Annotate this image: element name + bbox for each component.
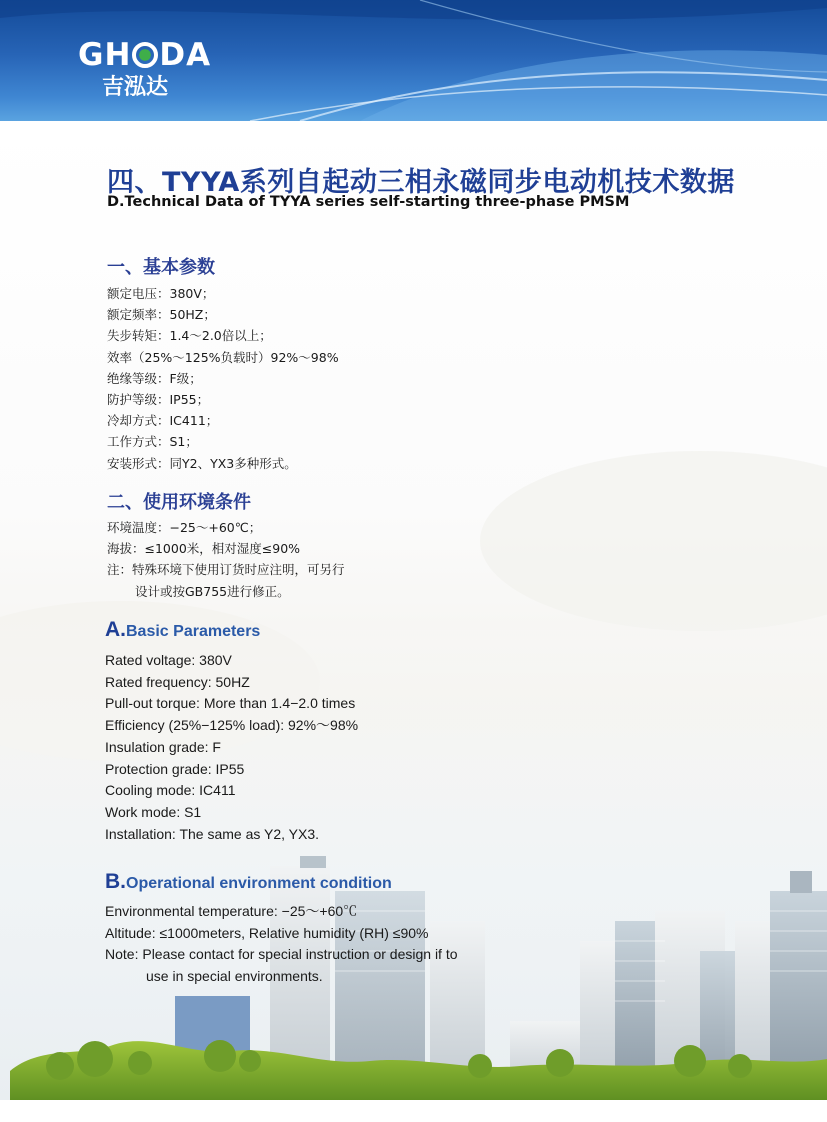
section-title: Operational environment condition (126, 875, 392, 892)
param-line: Rated voltage: 380V (105, 652, 232, 668)
section-title: Basic Parameters (126, 623, 261, 640)
env-line: Note: Please contact for special instruction or design if to (105, 946, 458, 963)
param-line: 安装形式：同Y2、YX3多种形式。 (107, 455, 297, 471)
env-line: Environmental temperature: −25～+60℃ (105, 903, 358, 919)
section-heading-basic-params-en (105, 618, 260, 642)
logo-wordmark: GH DA (78, 37, 212, 73)
basic-params-cn-list (107, 283, 339, 474)
env-line-continued: 设计或按GB755进行修正。 (135, 583, 290, 599)
param-line: Rated frequency: 50HZ (105, 673, 250, 690)
environment-en-list (105, 901, 458, 988)
param-line: Work mode: S1 (105, 803, 202, 820)
param-line: 额定电压：380V； (107, 286, 215, 301)
param-line: Efficiency (25%−125% load): 92%～98% (105, 717, 359, 734)
section-heading-environment-cn: 二、使用环境条件 (107, 492, 251, 513)
section-letter: A. (105, 618, 126, 641)
env-line: 注：特殊环境下使用订货时应注明，可另行 (107, 562, 345, 578)
basic-params-en-list (105, 650, 358, 845)
section-letter: B. (105, 870, 126, 893)
param-line: 额定频率：50HZ； (107, 307, 216, 323)
param-line: 工作方式：S1； (107, 434, 198, 450)
param-line: Insulation grade: F (105, 738, 221, 755)
env-line: Altitude: ≤1000meters, Relative humidity (RH) ≤90% (105, 924, 429, 941)
env-line: 环境温度：−25～+60℃； (107, 520, 262, 535)
param-line: 冷却方式：IC411； (107, 413, 219, 429)
page-title-english: D.Technical Data of TYYA series self-starting three-phase PMSM (107, 194, 630, 210)
param-line: Installation: The same as Y2, YX3. (105, 825, 320, 842)
section-heading-environment-en (105, 870, 392, 894)
param-line: 失步转矩：1.4～2.0倍以上； (107, 328, 272, 344)
logo-chinese-name: 吉泓达 (102, 75, 169, 100)
environment-cn-list (107, 517, 345, 602)
param-line: Cooling mode: IC411 (105, 782, 236, 799)
section-heading-basic-params-cn: 一、基本参数 (107, 257, 215, 278)
param-line: 防护等级：IP55； (107, 392, 210, 408)
env-line-continued: use in special environments. (146, 968, 323, 985)
page-title-chinese: 四、TYYA系列自起动三相永磁同步电动机技术数据 (107, 167, 735, 198)
param-line: Pull-out torque: More than 1.4−2.0 times (105, 695, 356, 712)
param-line: 效率（25%～125%负载时）92%～98% (107, 349, 339, 365)
param-line: Protection grade: IP55 (105, 760, 245, 777)
env-line: 海拔：≤1000米，相对湿度≤90% (107, 541, 301, 557)
param-line: 绝缘等级：F级； (107, 370, 202, 386)
